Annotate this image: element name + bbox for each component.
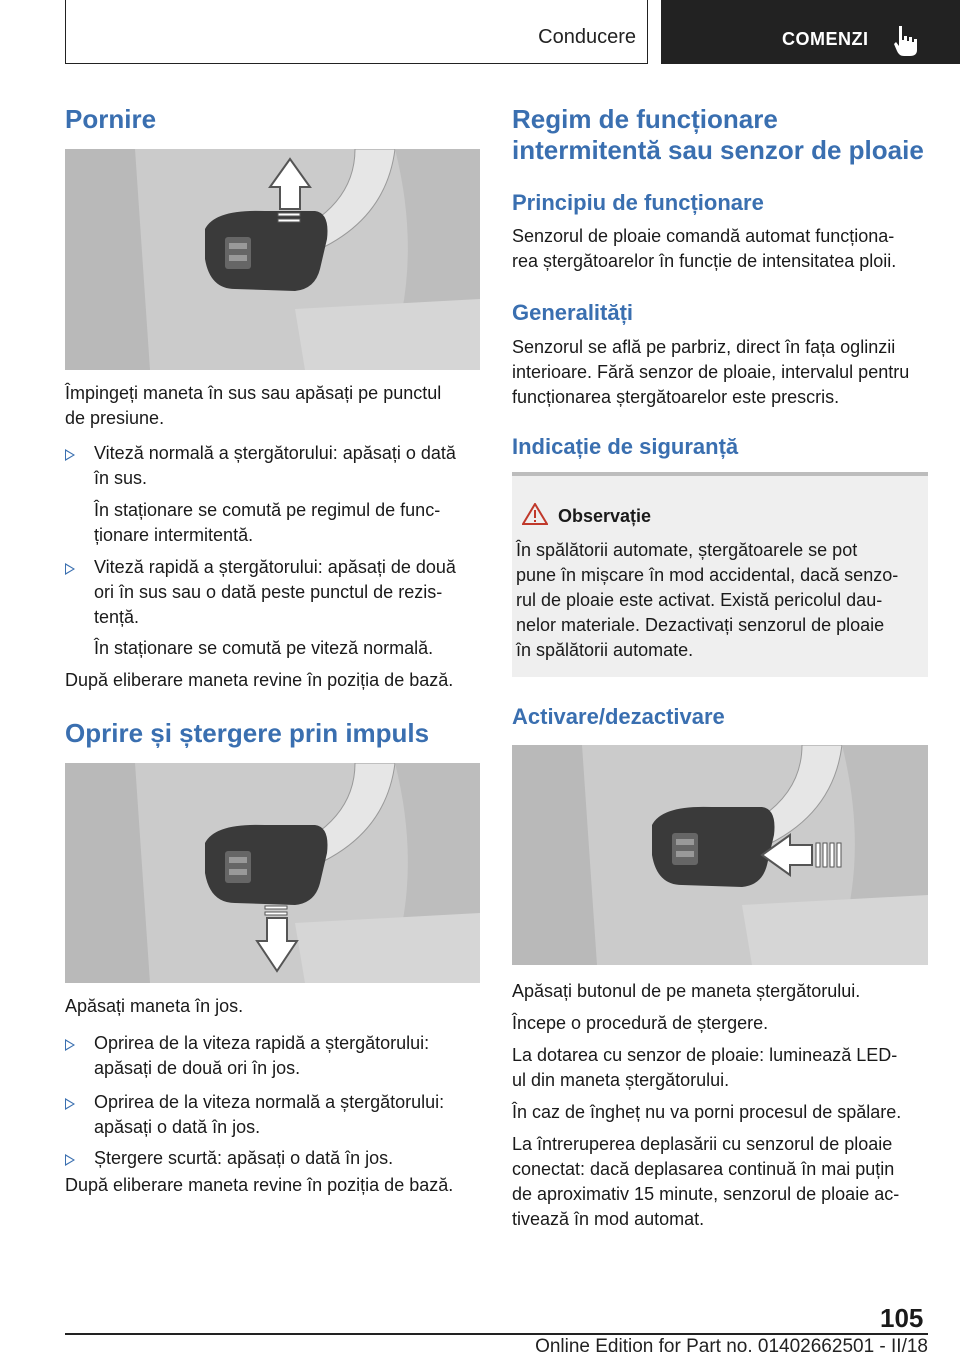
hand-pointer-icon [893,24,921,58]
text-line: pune în mișcare în mod accidental, dacă senzo‐ [516,565,899,585]
text-line: conectat: dacă deplasarea continuă în mai puțin [512,1159,895,1179]
paragraph [65,381,441,431]
footer-divider [65,1333,928,1335]
text-line: funcționarea ștergătoarelor este prescris. [512,387,840,407]
illustration-lever-up [65,149,480,370]
text-line: ționare intermitentă. [94,525,254,545]
paragraph: În caz de îngheț nu va porni procesul de spălare. [512,1102,902,1122]
text-line: Viteză rapidă a ștergătorului: apăsați de două [94,557,456,577]
text-line: de aproximativ 15 minute, senzorul de ploaie ac‐ [512,1184,900,1204]
paragraph: Începe o procedură de ștergere. [512,1013,769,1033]
text-line: apăsați de două ori în jos. [94,1058,301,1078]
paragraph [512,335,909,410]
heading-principiu: Principiu de funcționare [512,190,764,215]
heading-regim [512,104,924,166]
heading-pornire: Pornire [65,104,157,134]
text-line: apăsați o dată în jos. [94,1117,261,1137]
text-line: În spălătorii automate, ștergătoarele se pot [516,540,858,560]
text-line: de presiune. [65,408,165,428]
warning-text [516,538,924,663]
text-line: La dotarea cu senzor de ploaie: luminează LED- [512,1045,898,1065]
bullet-item [65,1146,480,1171]
text-line: nelor materiale. Dezactivați senzorul de ploaie [516,615,885,635]
heading-indicatie: Indicație de siguranță [512,434,739,459]
paragraph [512,1043,897,1093]
text-line: În staționare se comută pe regimul de func‐ [94,500,441,520]
heading-oprire: Oprire și ștergere prin impuls [65,718,430,748]
bullet-item [65,555,480,630]
text-line: ori în sus sau o dată peste punctul de rezis‐ [94,582,443,602]
triangle-bullet-icon [65,563,75,575]
paragraph [512,1132,899,1232]
text-line: rul de ploaie este activat. Există pericolul dau‐ [516,590,883,610]
header-section-label: Conducere [538,26,636,48]
text-line: în sus. [94,468,148,488]
text-line: ul din maneta ștergătorului. [512,1070,730,1090]
text-line: Oprirea de la viteza normală a ștergătorului: [94,1092,445,1112]
text-line: Oprirea de la viteza rapidă a ștergătorului: [94,1033,430,1053]
text-line: tivează în mod automat. [512,1209,705,1229]
text-line: Viteză normală a ștergătorului: apăsați o dată [94,443,456,463]
bullet-subtext: În staționare se comută pe viteză normală. [94,638,434,658]
triangle-bullet-icon [65,1154,75,1166]
paragraph: Apăsați butonul de pe maneta ștergătorului. [512,981,861,1001]
text-line: Senzorul de ploaie comandă automat funcționa‐ [512,226,895,246]
paragraph: După eliberare maneta revine în poziția de bază. [65,670,454,690]
text-line: Ștergere scurtă: apăsați o dată în jos. [94,1148,394,1168]
text-line: în spălătorii automate. [516,640,694,660]
heading-generalitati: Generalități [512,300,634,325]
header-chapter-label: COMENZI [782,29,869,49]
text-line: Regim de funcționare [512,104,778,134]
warning-triangle-icon [522,503,548,525]
illustration-lever-down [65,763,480,983]
text-line: rea ștergătoarelor în funcție de intensitatea ploii. [512,251,897,271]
triangle-bullet-icon [65,1039,75,1051]
triangle-bullet-icon [65,1098,75,1110]
paragraph [512,224,896,274]
triangle-bullet-icon [65,449,75,461]
warning-box [512,472,928,677]
bullet-item [65,441,480,491]
page-number: 105 [880,1303,924,1333]
text-line: La întreruperea deplasării cu senzorul de ploaie [512,1134,893,1154]
paragraph: Apăsați maneta în jos. [65,996,244,1016]
text-line: tență. [94,607,140,627]
text-line: Senzorul se află pe parbriz, direct în fața oglinzii [512,337,896,357]
illustration-lever-press [512,745,928,965]
text-line: interioare. Fără senzor de ploaie, intervalul pentru [512,362,910,382]
header-section-box [65,0,648,64]
bullet-item [65,1090,480,1140]
heading-activare: Activare/dezactivare [512,704,725,729]
text-line: Împingeți maneta în sus sau apăsați pe punctul [65,383,442,403]
bullet-subtext [94,498,440,548]
footer-edition: Online Edition for Part no. 01402662501 - II/18 [535,1336,928,1357]
paragraph: După eliberare maneta revine în poziția de bază. [65,1175,454,1195]
warning-title: Observație [558,506,652,526]
text-line: intermitentă sau senzor de ploaie [512,135,924,165]
bullet-item [65,1031,480,1081]
